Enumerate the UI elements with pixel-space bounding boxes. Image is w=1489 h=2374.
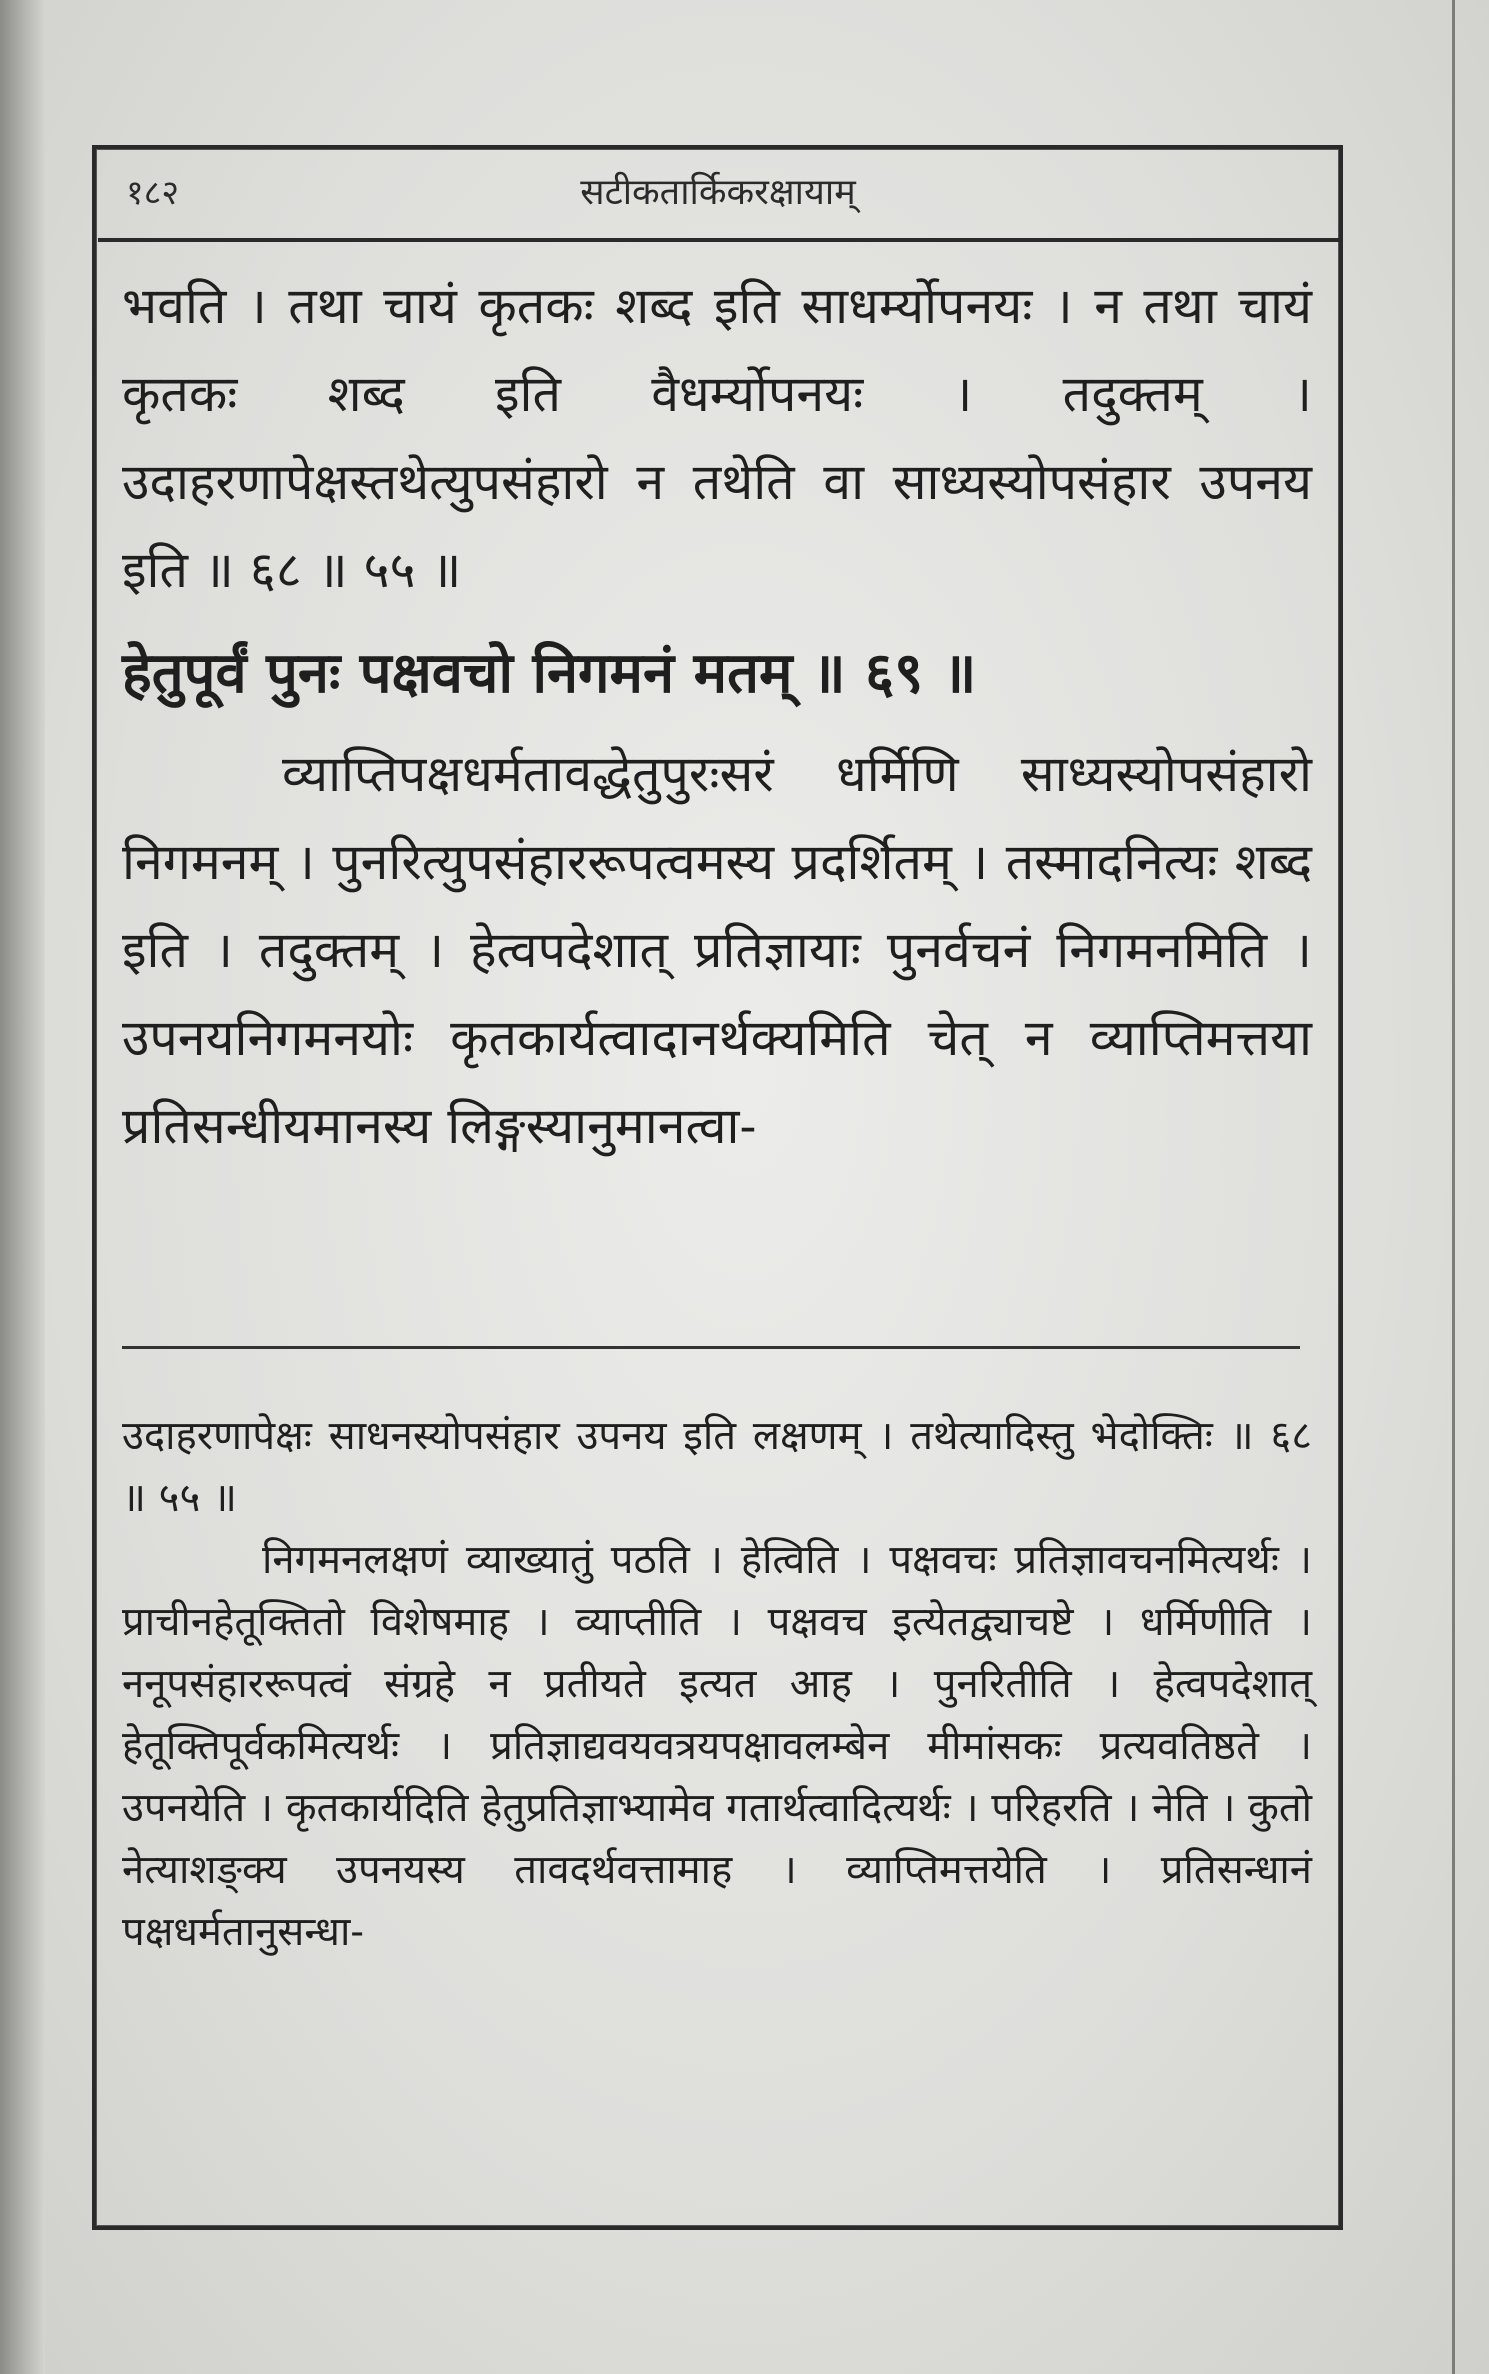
main-paragraph-1: भवति । तथा चायं कृतकः शब्द इति साधर्म्योपनयः । न तथा चायं कृतकः शब्द इति वैधर्म्योपनयः । तदुक्तम् । उदाहरणापेक्षस्तथेत्युपसंहारो न तथेति वा साध्यस्योपसंहार उपनय इति ॥ ६८ ॥ ५५ ॥ <box>122 277 1312 599</box>
commentary-paragraph-2: निगमनलक्षणं व्याख्यातुं पठति । हेत्विति । पक्षवचः प्रतिज्ञावचनमित्यर्थः । प्राचीनहेतूक्तितो विशेषमाह । व्याप्तीति । पक्षवच इत्येतद्व्याचष्टे । धर्मिणीति । ननूपसंहाररूपत्वं संग्रहे न प्रतीयते इत्यत आह । पुनरितीति । हेत्वपदेशात् हेतूक्तिपूर्वकमित्यर्थः । प्रतिज्ञाद्यवयवत्रयपक्षावलम्बेन मीमांसकः प्रत्यवतिष्ठते । उपनयेति । कृतकार्यदिति हेतुप्रतिज्ञाभ्यामेव गतार्थत्वादित्यर्थः । परिहरति । नेति । कुतो नेत्याशङ्क्य उपनयस्य तावदर्थवत्तामाह । व्याप्तिमत्तयेति । प्रतिसन्धानं पक्षधर्मतानुसन्धा- <box>122 1537 1312 1955</box>
main-text <box>122 262 1312 1170</box>
karika-verse: हेतुपूर्वं पुनः पक्षवचो निगमनं मतम् ॥ ६९ ॥ <box>122 640 977 706</box>
page-edge <box>1452 0 1455 2374</box>
footnote-rule <box>122 1346 1300 1349</box>
binding-gutter <box>0 0 45 2374</box>
page-header <box>98 160 1338 232</box>
header-rule <box>98 238 1340 242</box>
main-paragraph-2: व्याप्तिपक्षधर्मतावद्धेतुपुरःसरं धर्मिणि साध्यस्योपसंहारो निगमनम् । पुनरित्युपसंहाररूपत्वमस्य प्रदर्शितम् । तस्मादनित्यः शब्द इति । तदुक्तम् । हेत्वपदेशात् प्रतिज्ञायाः पुनर्वचनं निगमनमिति । उपनयनिगमनयोः कृतकार्यत्वादानर्थक्यमिति चेत् न व्याप्तिमत्तया प्रतिसन्धीयमानस्य लिङ्गस्यानुमानत्वा- <box>122 745 1312 1155</box>
commentary-text <box>122 1405 1312 1963</box>
running-title: सटीकतार्किकरक्षायाम् <box>580 172 856 213</box>
page-number: १८२ <box>126 173 180 213</box>
commentary-paragraph-1: उदाहरणापेक्षः साधनस्योपसंहार उपनय इति लक्षणम् । तथेत्यादिस्तु भेदोक्तिः ॥ ६८ ॥ ५५ ॥ <box>122 1413 1312 1521</box>
